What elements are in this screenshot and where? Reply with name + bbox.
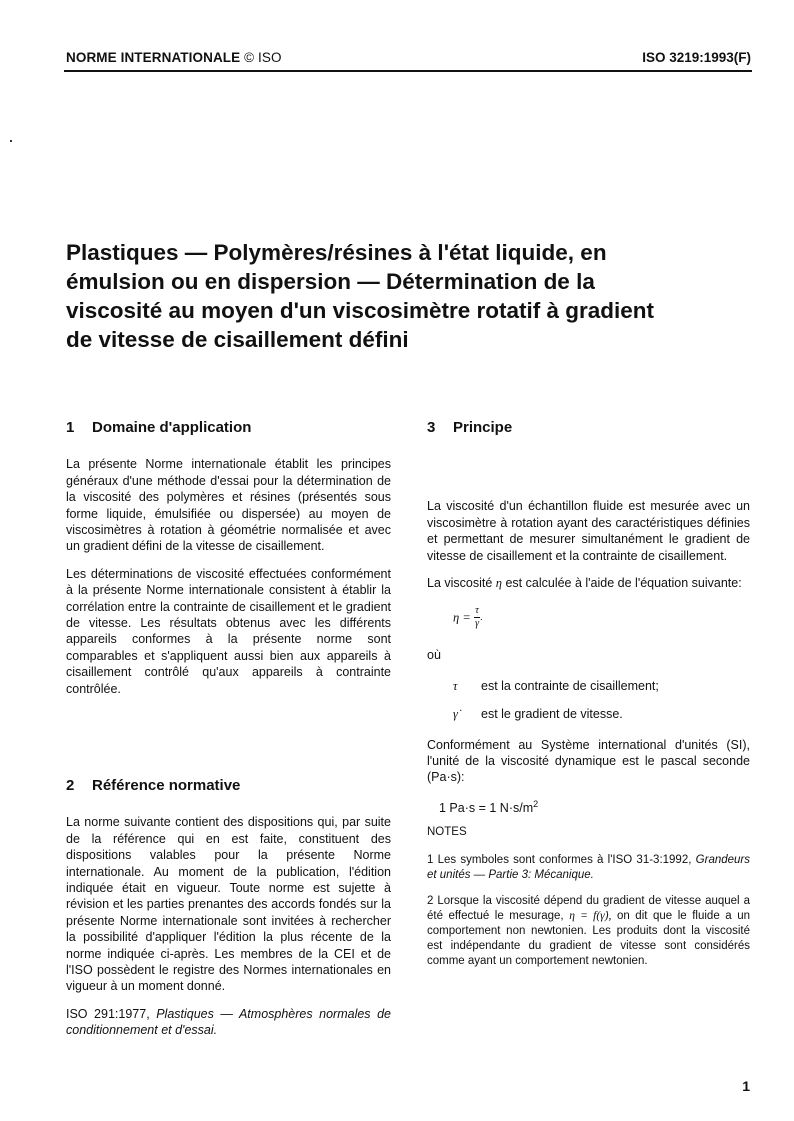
- reference-code: ISO 291:1977,: [66, 1006, 150, 1021]
- tau-symbol: τ: [453, 678, 458, 693]
- note-text: 1 Les symboles sont conformes à l'ISO 31-3:1992,: [427, 854, 692, 867]
- gamma-dot-symbol: γ̇: [453, 707, 458, 722]
- fraction-denominator: γ̇: [475, 618, 480, 630]
- where-label: où: [427, 648, 441, 663]
- unit-exponent: 2: [533, 798, 539, 809]
- margin-mark: [10, 140, 12, 142]
- note-equation: η = f(γ̇),: [569, 910, 612, 923]
- section-1-paragraph: Les déterminations de viscosité effectuées conformément à la présente Norme internationale consistent à établir la corrélation entre la contrainte de cisaillement et le gradient de vitesse. Les résultats obtenus avec les différents appareils conformes à la présente norme sont comparables et s'appliquent aussi bien aux appareils à cisaillement contrôlé qu'aux appareils à contrainte contrôlée.: [66, 566, 391, 696]
- section-number: 2: [66, 777, 75, 794]
- section-number: 1: [66, 419, 75, 436]
- note-text: 2 Lorsque la viscosité dépend du gradient de vitesse auquel a été effectué le mesurage,: [427, 895, 750, 923]
- equation-lhs: η =: [453, 610, 471, 625]
- note-2: [427, 894, 750, 969]
- section-number: 3: [427, 419, 436, 436]
- section-title: Principe: [453, 419, 513, 436]
- reference-title: Plastiques — Atmosphères normales de conditionnement et d'essai.: [66, 1006, 391, 1038]
- title-line: Plastiques — Polymères/résines à l'état liquide, en: [66, 240, 607, 265]
- page-number: 1: [742, 1078, 750, 1094]
- notes-label: NOTES: [427, 826, 467, 839]
- title-line: de vitesse de cisaillement défini: [66, 327, 409, 352]
- section-3-paragraph: La viscosité d'un échantillon fluide est mesurée avec un viscosimètre à rotation ayant des caractéristiques définies et permettant de mesurer simultanément le gradient de vitesse de cisaillement et la contrainte de cisaillement.: [427, 499, 750, 563]
- definition-text: est le gradient de vitesse.: [481, 707, 623, 722]
- header-title: [66, 50, 282, 65]
- section-2-heading: [66, 778, 391, 794]
- section-1: [66, 420, 391, 697]
- section-2-paragraph: La norme suivante contient des dispositions qui, par suite de la référence qui en est faite, constituent des dispositions valables pour la présente Norme internationale. Au moment de la publication, l'édition indiquée était en vigueur. Toute norme est sujette à révision et les parties prenantes des accords fondés sur la présente Norme internationale sont invitées à rechercher la possibilité d'appliquer l'édition la plus récente de la norme indiquée ci-après. Les membres de la CEI et de l'ISO possèdent le registre des Normes internationales en vigueur à un moment donné.: [66, 815, 391, 994]
- definition-row: [453, 706, 750, 722]
- title-line: émulsion ou en dispersion — Détermination de la: [66, 269, 595, 294]
- equation-fraction: [474, 605, 480, 630]
- section-1-paragraph: La présente Norme internationale établit les principes généraux d'une méthode d'essai pour la détermination de la viscosité des polymères et résines (présentés sous forme liquide, émulsifiée ou dispersée) au moyen de viscosimètres à rotation à géométrie normalisée et avec un gradient défini de la vitesse de cisaillement.: [66, 457, 391, 554]
- header-standard-type: NORME INTERNATIONALE: [66, 50, 241, 65]
- header-copyright: © ISO: [244, 50, 282, 65]
- note-text: on dit que le fluide a un comportement non newtonien. Les produits dont la viscosité est indépendante du gradient de vitesse sont considérés comme ayant un comportement newtonien.: [427, 910, 750, 968]
- section-3: [427, 420, 750, 969]
- section-3-paragraph: Conformément au Système international d'unités (SI), l'unité de la viscosité dynamique est le pascal seconde (Pa·s):: [427, 737, 750, 785]
- document-title: [66, 238, 756, 354]
- text-run: est calculée à l'aide de l'équation suivante:: [505, 576, 742, 591]
- note-1: [427, 853, 750, 883]
- section-3-paragraph: [427, 575, 750, 591]
- definition-text: est la contrainte de cisaillement;: [481, 678, 659, 693]
- eta-symbol: η: [495, 576, 502, 591]
- unit-equation-text: 1 Pa·s = 1 N·s/m: [439, 801, 534, 816]
- text-run: La viscosité: [427, 576, 493, 591]
- section-1-heading: [66, 420, 391, 436]
- section-3-heading: [427, 420, 750, 436]
- normative-reference: [66, 1006, 391, 1039]
- fraction-numerator: τ: [475, 605, 479, 617]
- viscosity-equation: [453, 605, 750, 635]
- section-2: [66, 778, 391, 1039]
- section-title: Domaine d'application: [92, 419, 252, 436]
- unit-equation: [439, 796, 750, 817]
- section-title: Référence normative: [92, 777, 241, 794]
- definition-row: [453, 678, 750, 694]
- title-line: viscosité au moyen d'un viscosimètre rotatif à gradient: [66, 298, 655, 323]
- note-reference: Grandeurs et unités — Partie 3: Mécanique.: [427, 854, 751, 882]
- header-rule: [64, 70, 752, 72]
- header-standard-code: ISO 3219:1993(F): [642, 50, 751, 65]
